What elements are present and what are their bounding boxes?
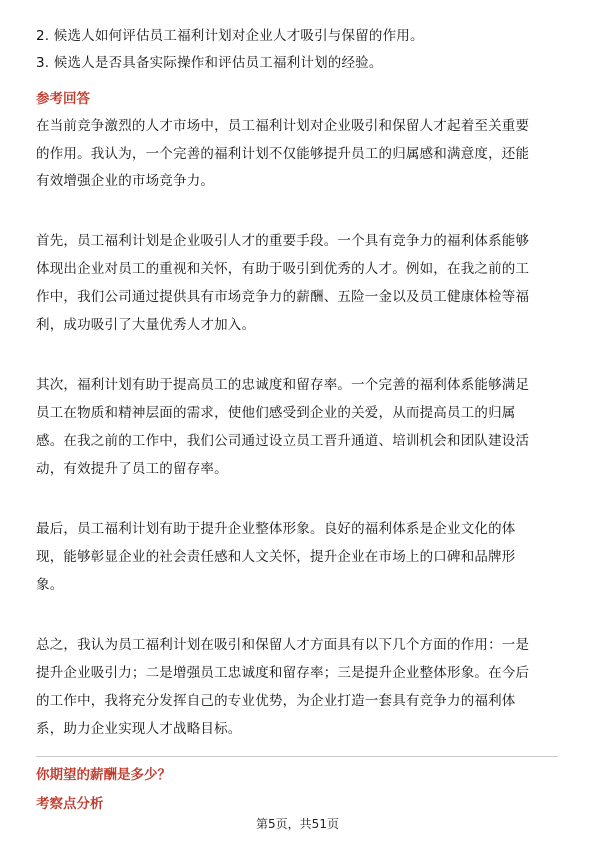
question-item-2: 2. 候选人如何评估员工福利计划对企业人才吸引与保留的作用。 bbox=[36, 28, 424, 44]
paragraph-line: 利，成功吸引了大量优秀人才加入。 bbox=[36, 317, 256, 333]
paragraph-line: 员工在物质和精神层面的需求，使他们感受到企业的关爱，从而提高员工的归属 bbox=[36, 405, 516, 421]
paragraph-line: 首先，员工福利计划是企业吸引人才的重要手段。一个具有竞争力的福利体系能够 bbox=[36, 233, 530, 249]
paragraph-line: 提升企业吸引力；二是增强员工忠诚度和留存率；三是提升企业整体形象。在今后 bbox=[36, 665, 530, 681]
paragraph-line: 作中，我们公司通过提供具有市场竞争力的薪酬、五险一金以及员工健康体检等福 bbox=[36, 289, 530, 305]
paragraph-line: 感。在我之前的工作中，我们公司通过设立员工晋升通道、培训机会和团队建设活 bbox=[36, 433, 530, 449]
page-number: 第5页，共51页 bbox=[256, 817, 339, 831]
paragraph-line: 的作用。我认为，一个完善的福利计划不仅能够提升员工的归属感和满意度，还能 bbox=[36, 146, 530, 162]
paragraph-line: 系，助力企业实现人才战略目标。 bbox=[36, 721, 242, 737]
analysis-heading: 考察点分析 bbox=[36, 796, 104, 812]
section-divider bbox=[36, 756, 558, 757]
paragraph-line: 的工作中，我将充分发挥自己的专业优势，为企业打造一套具有竞争力的福利体 bbox=[36, 693, 516, 709]
answer-heading: 参考回答 bbox=[36, 91, 90, 107]
paragraph-line: 体现出企业对员工的重视和关怀，有助于吸引到优秀的人才。例如，在我之前的工 bbox=[36, 261, 530, 277]
paragraph-line: 象。 bbox=[36, 577, 64, 593]
paragraph-line: 最后，员工福利计划有助于提升企业整体形象。良好的福利体系是企业文化的体 bbox=[36, 521, 516, 537]
paragraph-line: 有效增强企业的市场竞争力。 bbox=[36, 173, 215, 189]
paragraph-line: 其次，福利计划有助于提高员工的忠诚度和留存率。一个完善的福利体系能够满足 bbox=[36, 377, 530, 393]
paragraph-line: 在当前竞争激烈的人才市场中，员工福利计划对企业吸引和保留人才起着至关重要 bbox=[36, 118, 530, 134]
paragraph-line: 现，能够彰显企业的社会责任感和人文关怀，提升企业在市场上的口碑和品牌形 bbox=[36, 549, 516, 565]
next-question-title: 你期望的薪酬是多少？ bbox=[36, 767, 171, 783]
paragraph-line: 动，有效提升了员工的留存率。 bbox=[36, 461, 228, 477]
paragraph-line: 总之，我认为员工福利计划在吸引和保留人才方面具有以下几个方面的作用：一是 bbox=[36, 637, 530, 653]
question-item-3: 3. 候选人是否具备实际操作和评估员工福利计划的经验。 bbox=[36, 55, 383, 71]
